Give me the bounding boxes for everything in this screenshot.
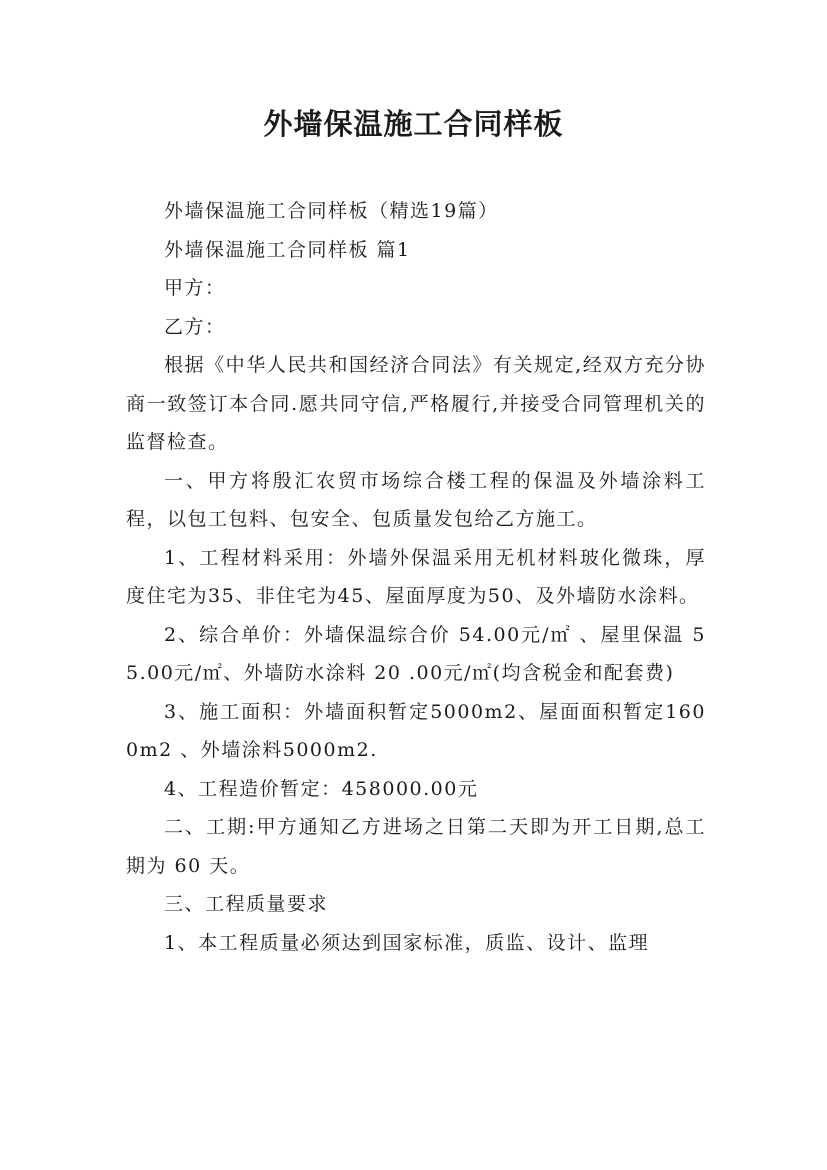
document-title: 外墙保温施工合同样板 bbox=[263, 107, 564, 141]
paragraph-preamble: 根据《中华人民共和国经济合同法》有关规定,经双方充分协商一致签订本合同.愿共同守信,严格履行,并接受合同管理机关的监督检查。 bbox=[126, 354, 706, 453]
paragraph-quality-1: 1、本工程质量必须达到国家标准，质监、设计、监理 bbox=[164, 931, 650, 954]
paragraph-section-heading: 外墙保温施工合同样板 篇1 bbox=[164, 238, 411, 261]
paragraph-area: 3、施工面积：外墙面积暂定5000m2、屋面面积暂定1600m2 、外墙涂料5000m2. bbox=[126, 700, 706, 761]
paragraph-clause-1: 一、甲方将殷汇农贸市场综合楼工程的保温及外墙涂料工程，以包工包料、包安全、包质量发包给乙方施工。 bbox=[126, 469, 706, 530]
paragraph-party-b: 乙方： bbox=[164, 315, 226, 338]
document-body bbox=[126, 192, 706, 962]
paragraph-materials: 1、工程材料采用：外墙外保温采用无机材料玻化微珠，厚度住宅为35、非住宅为45、屋面厚度为50、及外墙防水涂料。 bbox=[126, 546, 706, 607]
paragraph-unit-price: 2、综合单价：外墙保温综合价 54.00元/㎡ 、屋里保温 55.00元/㎡、外墙防水涂料 20 .00元/㎡(均含税金和配套费) bbox=[126, 623, 706, 684]
paragraph-cost: 4、工程造价暂定：458000.00元 bbox=[164, 777, 479, 800]
paragraph-quality-heading: 三、工程质量要求 bbox=[164, 893, 329, 915]
paragraph-schedule: 二、工期:甲方通知乙方进场之日第二天即为开工日期,总工期为 60 天。 bbox=[126, 816, 706, 877]
paragraph-subtitle: 外墙保温施工合同样板（精选19篇） bbox=[164, 200, 499, 222]
paragraph-party-a: 甲方： bbox=[164, 277, 226, 299]
